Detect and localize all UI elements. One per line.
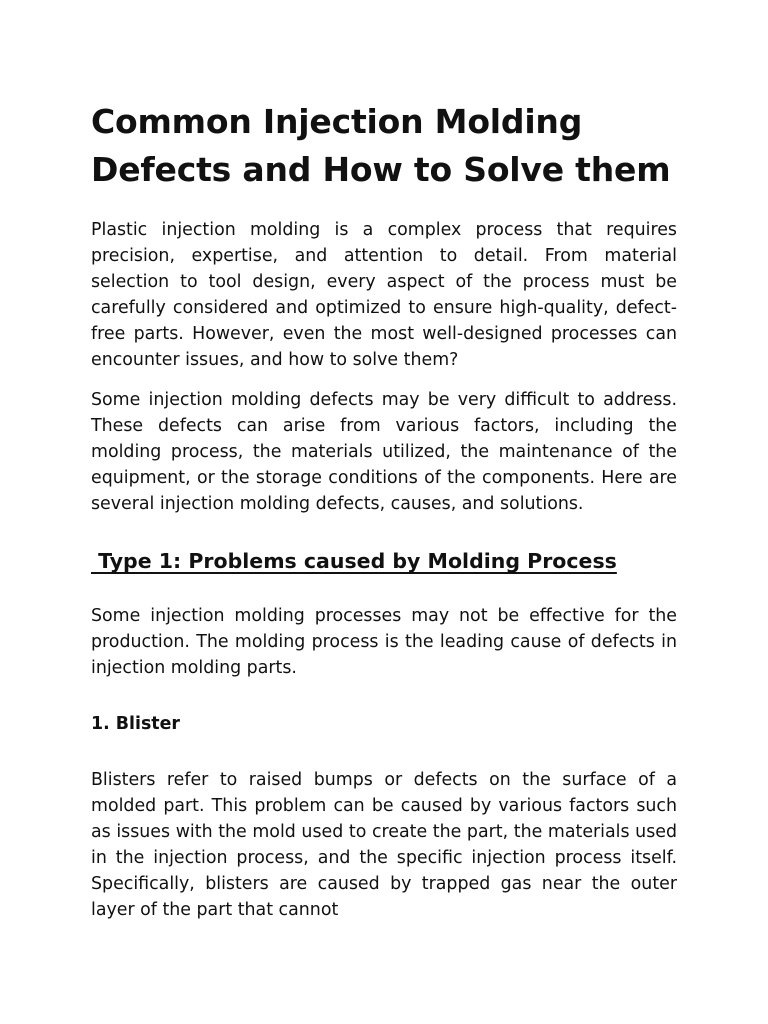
blister-paragraph: Blisters refer to raised bumps or defects on the surface of a molded part. This problem can be caused by various factors such as issues with the mold used to create the part, the materials used in the injection process, and the specific injection process itself. Specifically, blisters are caused by trapped gas near the outer layer of the part that cannot (91, 770, 677, 920)
intro-paragraph: Plastic injection molding is a complex process that requires precision, expertise, and attention to detail. From material selection to tool design, every aspect of the process must be carefully considered and optimized to ensure high-quality, defect-free parts. However, even the most well-designed processes can encounter issues, and how to solve them? (91, 220, 677, 370)
second-paragraph: Some injection molding defects may be very difficult to address. These defects can arise from various factors, including the molding process, the materials utilized, the maintenance of the equipment, or the storage conditions of the components. Here are several injection molding defects, causes, and solutions. (91, 390, 677, 514)
document-content (91, 98, 677, 923)
section-heading: Type 1: Problems caused by Molding Process (91, 549, 617, 573)
blister-heading: 1. Blister (91, 714, 180, 734)
section-paragraph: Some injection molding processes may not be effective for the production. The molding process is the leading cause of defects in injection molding parts. (91, 606, 677, 678)
document-title: Common Injection Molding Defects and How to Solve them (91, 102, 671, 189)
